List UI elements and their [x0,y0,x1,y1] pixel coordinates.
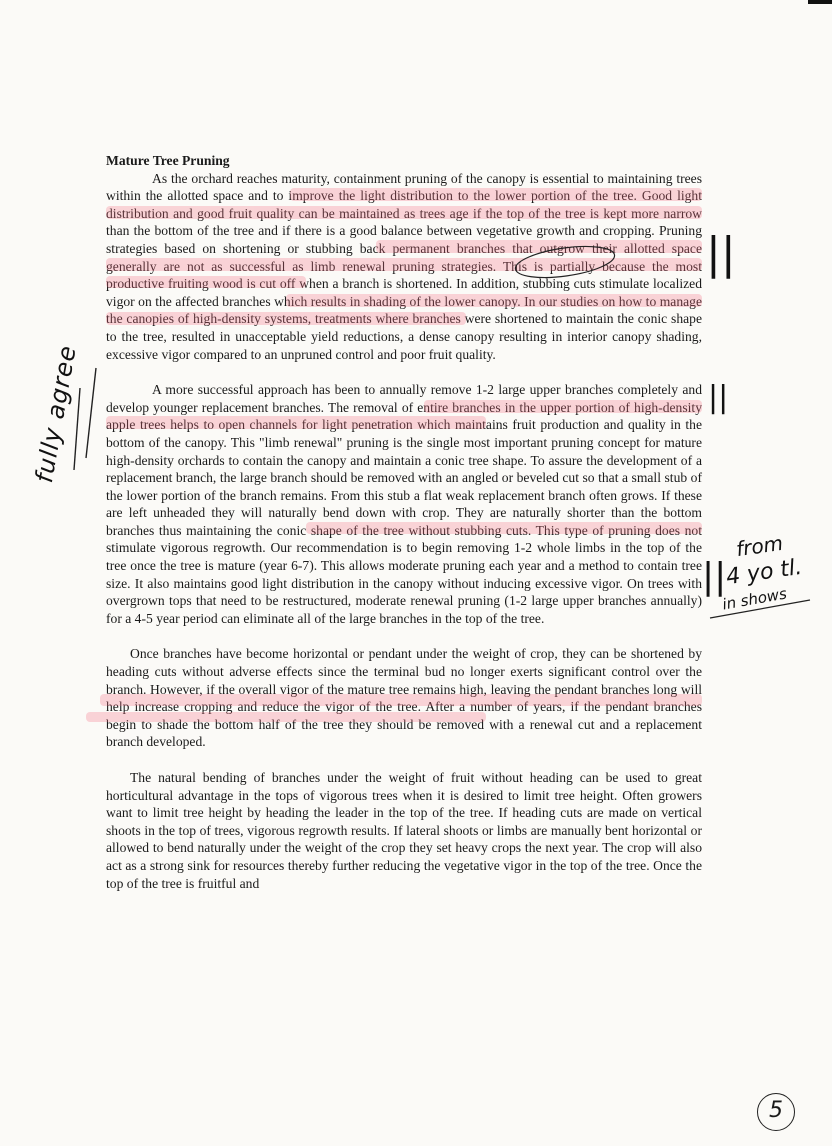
margin-bar-mark: || [708,380,729,415]
document-body [106,152,702,892]
scan-edge-mark [808,0,832,4]
section-heading: Mature Tree Pruning [106,153,230,168]
paragraph-3: Once branches have become horizontal or pendant under the weight of crop, they can be shortened by heading cuts without adverse effects since the terminal bud no longer exerts significant control over the branch. However, if the overall vigor of the mature tree remains high, leaving the pendant branches long will help increase cropping and reduce the vigor of the tree. After a number of years, if the pendant branches begin to shade the bottom half of the tree they should be removed with a renewal cut and a replacement branch developed. [106,646,702,750]
margin-note-right-line-2: 4 yo tl. [724,554,804,591]
page-number: 5 [757,1093,795,1131]
margin-note-right-line-1: from [734,530,785,562]
margin-note-left [20,310,80,500]
margin-note-right-line-3: in shows [720,584,789,614]
pen-stroke [86,368,96,458]
paragraph-1: As the orchard reaches maturity, containment pruning of the canopy is essential to maintaining trees within the allotted space and to improve the light distribution to the lower portion of the tree. Good light distribution and good fruit quality can be maintained as trees age if the top of the tree is kept more narrow than the bottom of the tree and if there is a good balance between vegetative growth and cropping. Pruning strategies based on shortening or stubbing back permanent branches that outgrow their allotted space generally are not as successful as limb renewal pruning strategies. This is partially because the most productive fruiting wood is cut off when a branch is shortened. In addition, stubbing cuts stimulate localized vigor on the affected branches which results in shading of the lower canopy. In our studies on how to manage the canopies of high-density systems, treatments where branches were shortened to maintain the conic shape to the tree, resulted in unacceptable yield reductions, a dense canopy resulting in interior canopy shading, excessive vigor compared to an unpruned control and poor fruit quality. [106,170,702,362]
margin-note-left-text: fully agree [30,342,82,485]
margin-bar-mark: || [706,228,736,279]
margin-bar-mark: || [702,556,727,597]
paragraph-4: The natural bending of branches under the weight of fruit without heading can be used to great horticultural advantage in the tops of vigorous trees when it is desired to limit tree height. Often growers want to limit tree height by heading the leader in the top of the tree. If heading cuts are made on vertical shoots in the top of trees, vigorous regrowth results. If lateral shoots or limbs are manually bent horizontal or allowed to bend naturally under the weight of the crop they set heavy crops the next year. The crop will also act as a strong sink for resources thereby further reducing the vegetative vigor in the top of the tree. Once the top of the tree is fruitful and [106,770,702,891]
paragraph-2: A more successful approach has been to annually remove 1-2 large upper branches completely and develop younger replacement branches. The removal of entire branches in the upper portion of high-density apple trees helps to open channels for light penetration which maintains fruit production and quality in the bottom of the canopy. This "limb renewal" pruning is the single most important pruning concept for mature high-density orchards to contain the canopy and maintain a conic tree shape. To assure the development of a replacement branch, the large branch should be removed with an angled or beveled cut so that a small stub of the lower portion of the branch remains. From this stub a flat weak replacement branch often grows. If these are left unheaded they will naturally bend down with crop. They are naturally shorter than the bottom branches thus maintaining the conic shape of the tree without stubbing cuts. This type of pruning does not stimulate vigorous regrowth. Our recommendation is to begin removing 1-2 whole limbs in the top of the tree once the tree is mature (year 6-7). This allows moderate pruning each year and a method to contain tree size. It also maintains good light distribution in the canopy without inducing excessive vigor. On trees with overgrown tops that need to be restructured, moderate renewal pruning (1-2 large upper branches annually) for a 4-5 year period can eliminate all of the large branches in the top of the tree. [106,382,702,626]
margin-note-right [700,530,820,630]
